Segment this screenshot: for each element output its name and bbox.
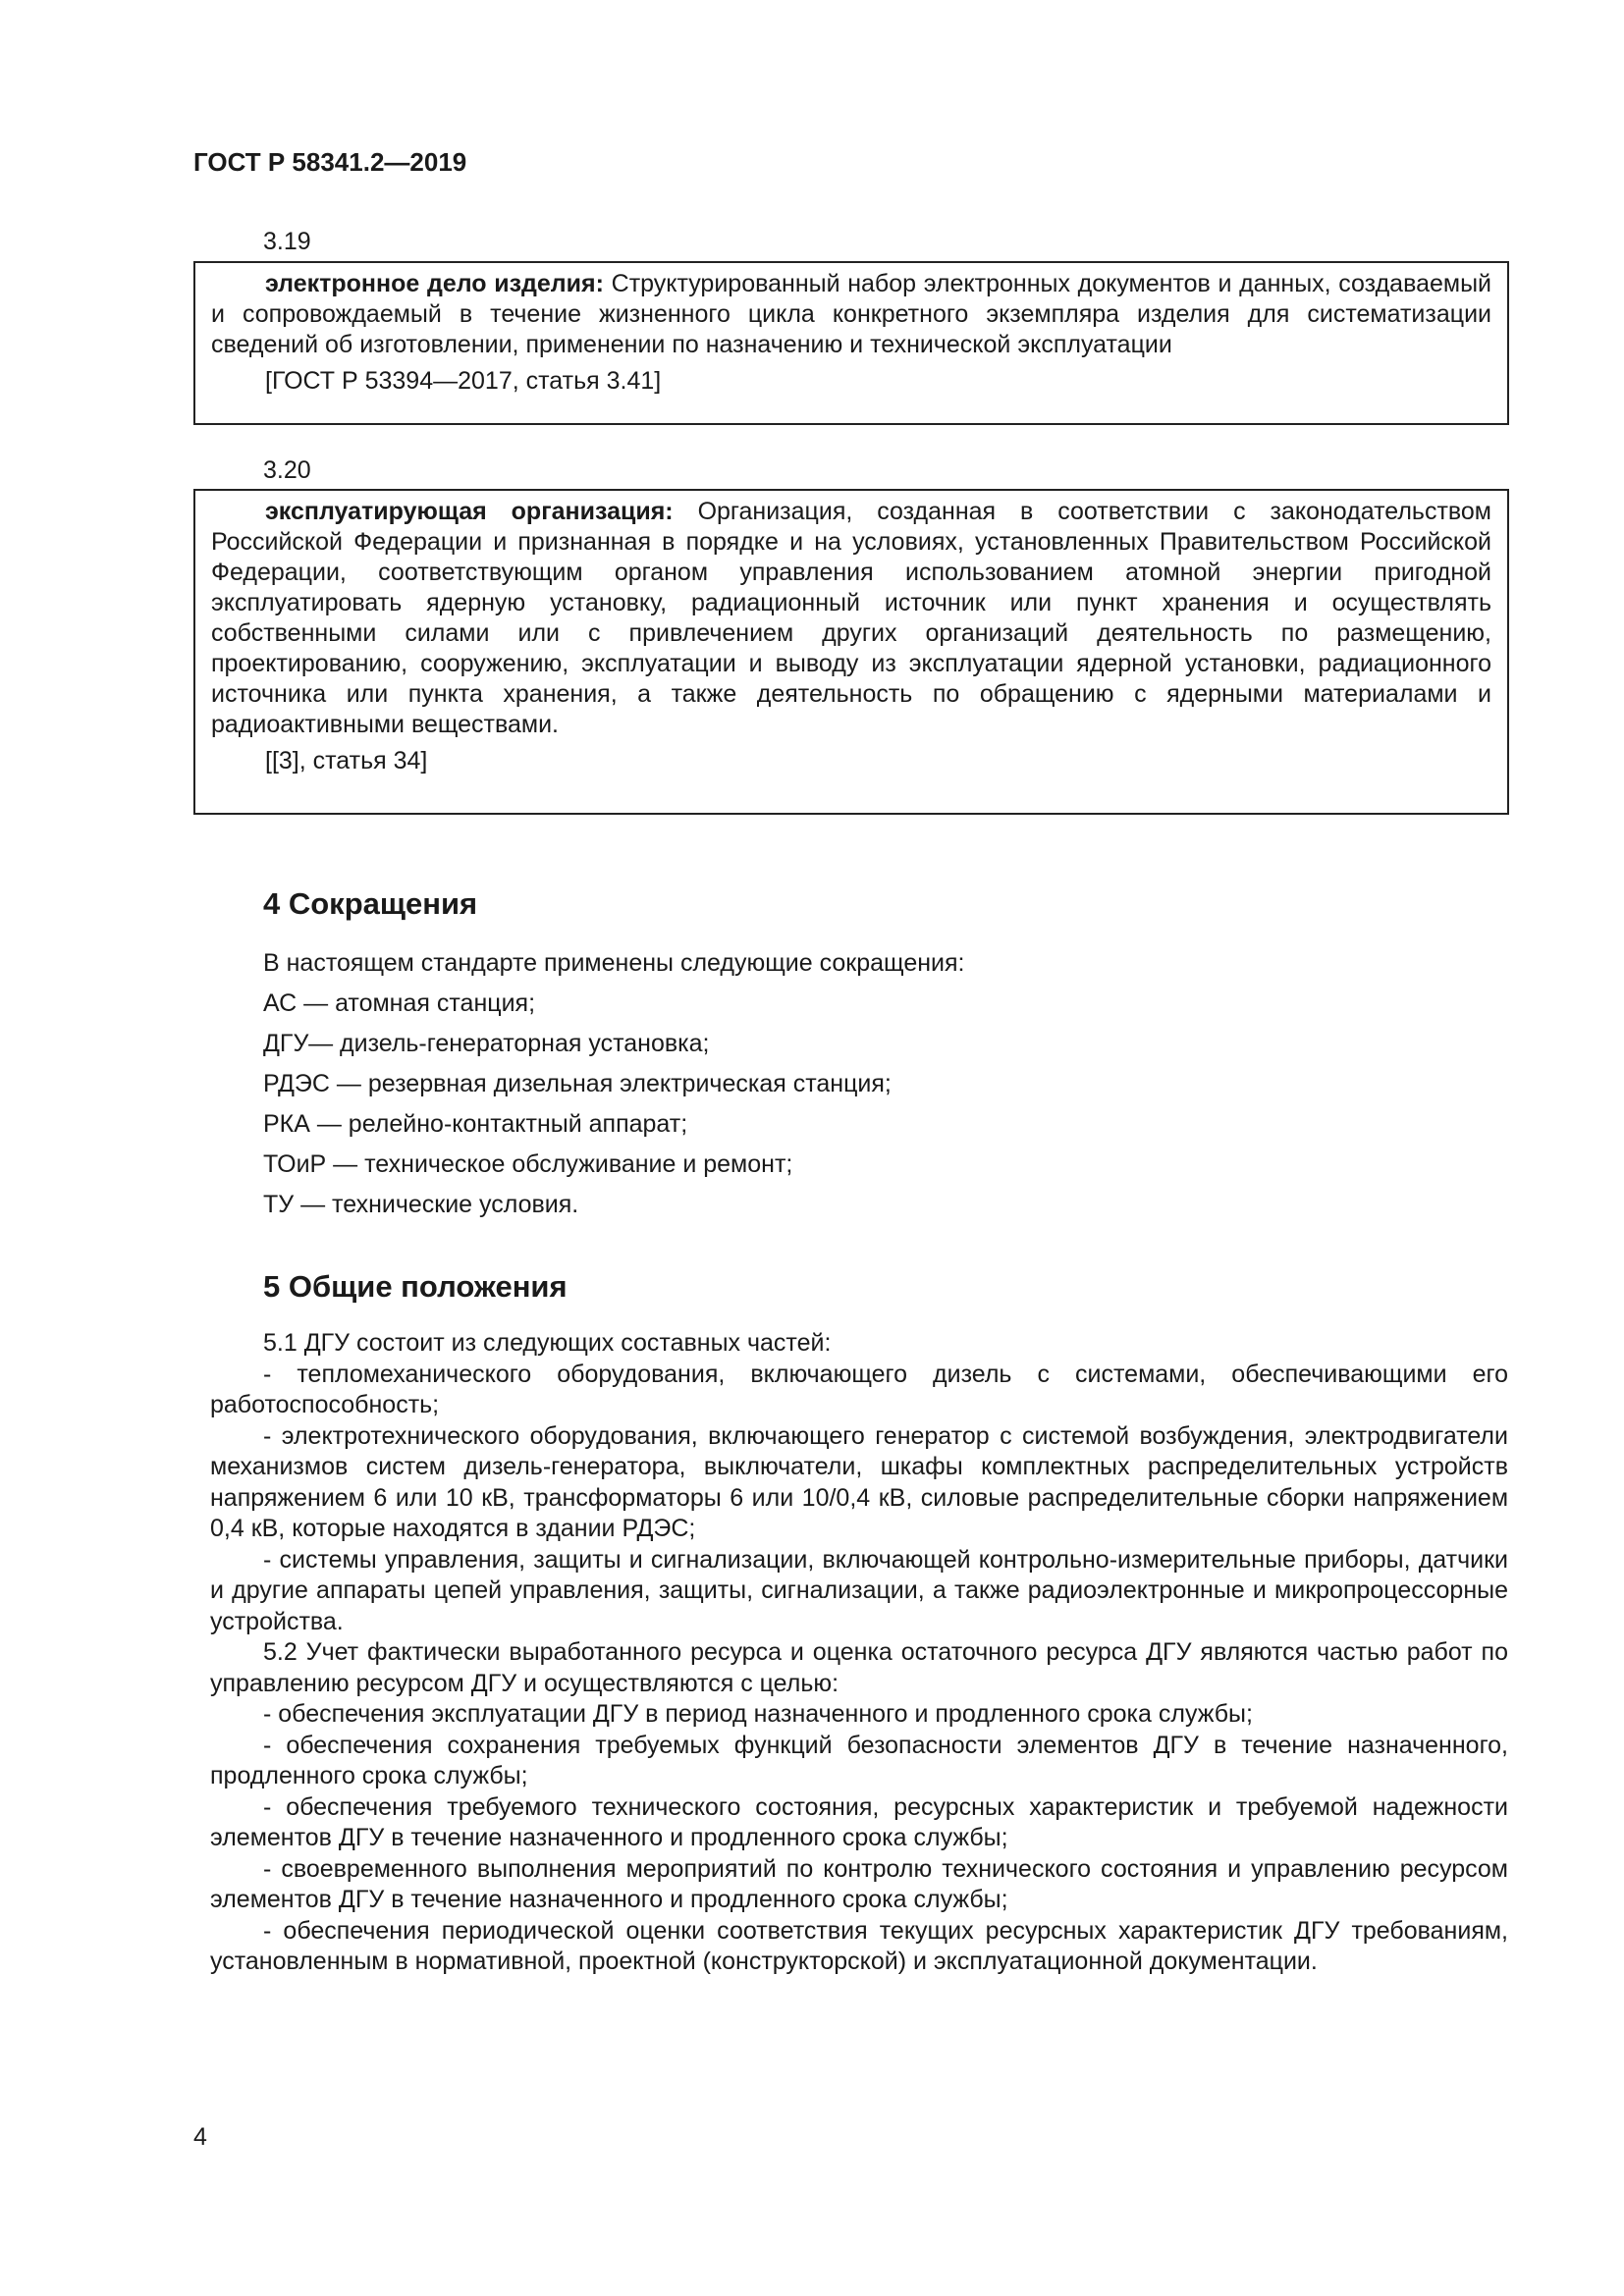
list-item: АС — атомная станция; [263,989,536,1017]
paragraph: - тепломеханического оборудования, включающего дизель с системами, обеспечивающими его работоспособность; [210,1360,1508,1418]
list-item: ТОиР — техническое обслуживание и ремонт; [263,1150,793,1178]
section-5-body [210,1328,1508,1978]
paragraph: 5.1 ДГУ состоит из следующих составных частей: [263,1329,832,1357]
term-definition-text: Структурированный набор электронных документов и данных, создаваемый и сопровождаемый в течение жизненного цикла конкретного экземпляра изделия для систематизации сведений об изготовлении, применении по назначению и технической эксплуатации [211,270,1492,358]
term-box [193,489,1509,815]
term-box [193,261,1509,425]
term-name: эксплуатирующая организация: [265,498,674,525]
list-item: РКА — релейно-контактный аппарат; [263,1110,688,1138]
paragraph: - своевременного выполнения мероприятий по контролю технического состояния и управлению ресурсом элементов ДГУ в течение назначенного и продленного срока службы; [210,1854,1508,1913]
term-source: [[3], статья 34] [265,747,428,774]
term-definition [211,497,1491,740]
document-header: ГОСТ Р 58341.2—2019 [193,147,467,177]
term-definition [211,269,1491,360]
paragraph: - обеспечения периодической оценки соответствия текущих ресурсных характеристик ДГУ требованиям, установленным в нормативной, проектной (конструкторской) и эксплуатационной документации. [210,1916,1508,1975]
paragraph: 5.2 Учет фактически выработанного ресурса и оценка остаточного ресурса ДГУ являются частью работ по управлению ресурсом ДГУ и осуществляются с целью: [210,1638,1508,1697]
term-number: 3.19 [263,228,311,255]
page-number: 4 [193,2123,207,2151]
list-item: РДЭС — резервная дизельная электрическая станция; [263,1070,892,1097]
section-5-title: 5 Общие положения [263,1269,568,1304]
paragraph: - системы управления, защиты и сигнализации, включающей контрольно-измерительные приборы, датчики и другие аппараты цепей управления, защиты, сигнализации, а также радиоэлектронные и микропроцессорные устройства. [210,1545,1508,1635]
list-item: ТУ — технические условия. [263,1191,579,1218]
term-name: электронное дело изделия: [265,270,604,297]
abbreviation-list [263,943,964,1225]
term-definition-text: Организация, созданная в соответствии с законодательством Российской Федерации и признанная в порядке и на условиях, установленных Правительством Российской Федерации, соответствующим органом управления использованием атомной энергии пригодной эксплуатировать ядерную установку, радиационный источник или пункт хранения и осуществлять собственными силами или с привлечением других организаций деятельность по размещению, проектированию, сооружению, эксплуатации и выводу из эксплуатации ядерной установки, радиационного источника или пункта хранения, а также деятельность по обращению с ядерными материалами и радиоактивными веществами. [211,498,1491,738]
paragraph: - электротехнического оборудования, включающего генератор с системой возбуждения, электродвигатели механизмов систем дизель-генератора, выключатели, шкафы комплектных распределительных устройств напряжением 6 или 10 кВ, трансформаторы 6 или 10/0,4 кВ, силовые распределительные сборки напряжением 0,4 кВ, которые находятся в здании РДЭС; [210,1421,1508,1542]
term-source: [ГОСТ Р 53394—2017, статья 3.41] [265,367,662,395]
list-item: ДГУ— дизель-генераторная установка; [263,1030,710,1057]
abbreviation-intro: В настоящем стандарте применены следующие сокращения: [263,949,965,977]
term-number: 3.20 [263,456,311,484]
section-4-title: 4 Сокращения [263,886,478,921]
paragraph: - обеспечения требуемого технического состояния, ресурсных характеристик и требуемой надежности элементов ДГУ в течение назначенного и продленного срока службы; [210,1792,1508,1851]
paragraph: - обеспечения эксплуатации ДГУ в период назначенного и продленного срока службы; [263,1700,1253,1728]
paragraph: - обеспечения сохранения требуемых функций безопасности элементов ДГУ в течение назначенного, продленного срока службы; [210,1731,1508,1789]
